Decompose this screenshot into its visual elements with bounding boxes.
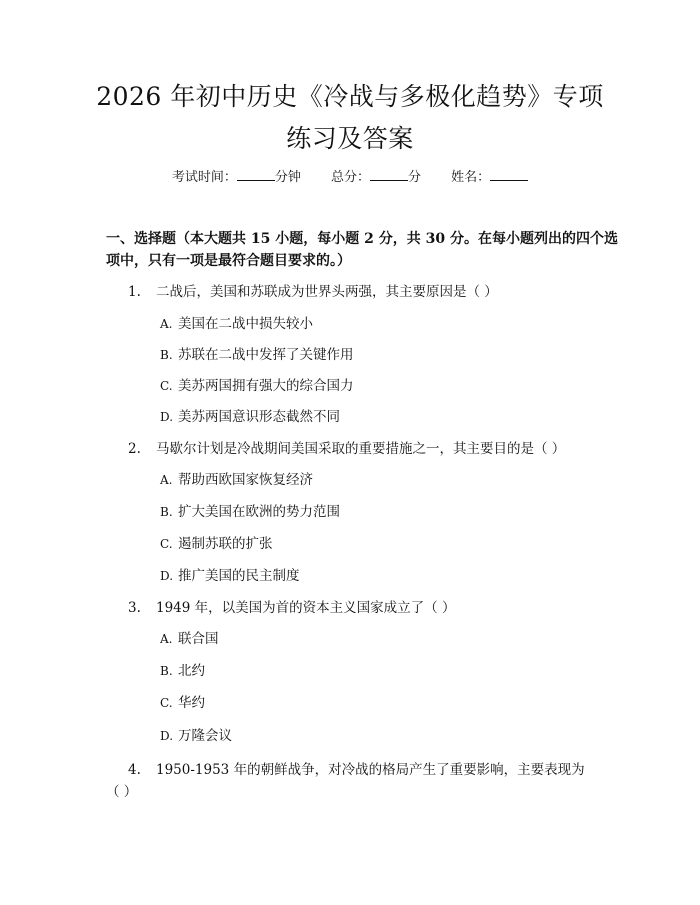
question-text: 1949 年，以美国为首的资本主义国家成立了（ ） [156,600,456,616]
question-number: 3. [128,600,141,616]
option-3b [160,661,205,681]
option-text: 美苏两国拥有强大的综合国力 [178,378,354,394]
option-letter: D. [160,729,174,743]
score-unit: 分 [408,170,422,185]
option-3c [160,693,205,713]
option-text: 华约 [178,695,205,711]
option-text: 帮助西欧国家恢复经济 [178,472,313,488]
option-text: 万隆会议 [178,728,232,744]
score-label: 总分： [330,170,370,185]
question-text: 马歇尔计划是冷战期间美国采取的重要措施之一，其主要目的是（ ） [156,441,566,457]
exam-time [172,168,301,188]
question-text: 1950-1953 年的朝鲜战争，对冷战的格局产生了重要影响，主要表现为 [156,762,585,778]
section-heading-line2: 项中，只有一项是最符合题目要求的。） [106,253,351,269]
option-2c [160,534,273,554]
option-text: 遏制苏联的扩张 [178,536,273,552]
student-name [451,168,528,188]
option-text: 扩大美国在欧洲的势力范围 [178,504,340,520]
option-1a [160,314,313,334]
question-3 [128,597,648,619]
option-letter: B. [160,348,173,362]
name-blank [490,168,528,181]
option-1c [160,376,354,396]
name-label: 姓名： [451,170,491,185]
option-text: 苏联在二战中发挥了关键作用 [178,347,354,363]
option-text: 美苏两国意识形态截然不同 [178,409,340,425]
question-number: 4. [128,762,141,778]
time-unit: 分钟 [274,170,301,185]
option-letter: D. [160,569,174,583]
option-letter: B. [160,664,173,678]
document-title-line1: 2026 年初中历史《冷战与多极化趋势》专项 [96,82,604,111]
question-text: 二战后，美国和苏联成为世界头两强，其主要原因是（ ） [156,284,498,300]
section-heading [106,228,626,272]
option-2b [160,502,340,522]
option-3d [160,726,232,746]
question-number: 2. [128,441,141,457]
option-2d [160,566,300,586]
option-3a [160,629,219,649]
question-number: 1. [128,284,141,300]
total-score [331,168,421,188]
exam-meta-row [0,168,700,188]
option-letter: C. [160,696,173,710]
option-letter: B. [160,505,173,519]
time-label: 考试时间： [171,170,237,185]
option-text: 美国在二战中损失较小 [178,316,313,332]
time-blank [237,168,275,181]
option-text: 北约 [178,663,205,679]
option-letter: C. [160,537,173,551]
question-4 [128,759,648,781]
question-1 [128,281,648,303]
question-2 [128,438,648,460]
option-letter: A. [160,473,173,487]
option-1d [160,407,340,427]
section-heading-line1: 一、选择题（本大题共 15 小题，每小题 2 分，共 30 分。在每小题列出的四个选 [106,231,618,247]
option-letter: A. [160,632,173,646]
option-letter: C. [160,379,173,393]
option-text: 联合国 [178,631,219,647]
document-title-line2: 练习及答案 [286,124,414,153]
score-blank [370,168,408,181]
option-letter: A. [160,317,173,331]
option-letter: D. [160,410,174,424]
option-2a [160,470,313,490]
question-4-continuation: （ ） [106,784,138,800]
option-1b [160,345,354,365]
option-text: 推广美国的民主制度 [178,568,300,584]
